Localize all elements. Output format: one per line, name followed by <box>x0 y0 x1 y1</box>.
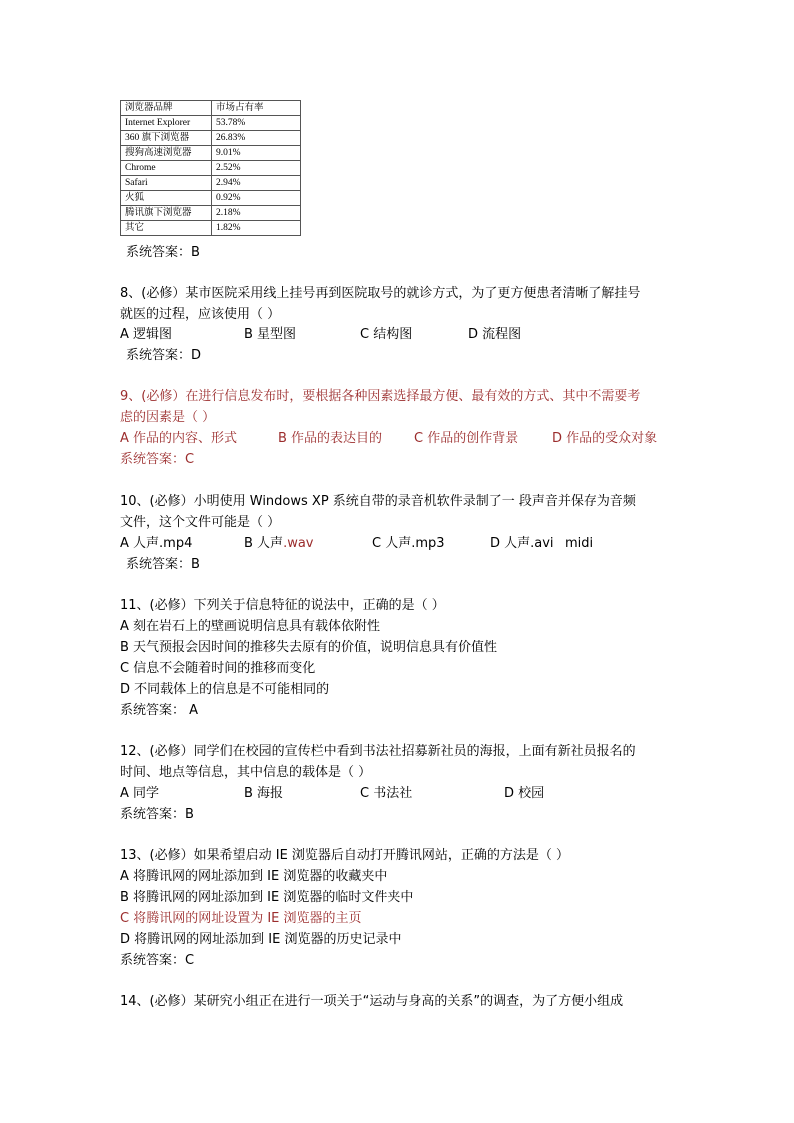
q9-stem-line2: 虑的因素是（ ） <box>120 410 216 425</box>
q12-option-d: D 校园 <box>504 786 545 801</box>
q8-stem-line1: 8、(必修）某市医院采用线上挂号再到医院取号的就诊方式，为了更方便患者清晰了解挂号 <box>120 286 641 301</box>
q13-option-a: A 将腾讯网的网址添加到 IE 浏览器的收藏夹中 <box>120 869 388 884</box>
q8-option-b: B 星型图 <box>244 327 297 342</box>
table-cell-share: 53.78% <box>212 116 301 131</box>
q11-answer: 系统答案： A <box>120 703 199 718</box>
q12-option-c: C 书法社 <box>360 786 413 801</box>
q10-extra-note: midi <box>565 536 594 551</box>
q13-answer: 系统答案：C <box>120 953 195 968</box>
q11-stem: 11、(必修）下列关于信息特征的说法中，正确的是（ ） <box>120 598 445 613</box>
q7-answer: 系统答案：B <box>126 245 200 260</box>
table-row <box>121 221 301 236</box>
table-row <box>121 161 301 176</box>
q14-stem-line1: 14、(必修）某研究小组正在进行一项关于“运动与身高的关系”的调查，为了方便小组成 <box>120 994 624 1009</box>
q8-option-d: D 流程图 <box>468 327 522 342</box>
q9-answer: 系统答案：C <box>120 452 195 467</box>
q10-stem-line1: 10、(必修）小明使用 Windows XP 系统自带的录音机软件录制了一 段声音并保存为音频 <box>120 494 636 509</box>
q12-options <box>120 785 680 803</box>
table-cell-brand: 火狐 <box>121 191 212 206</box>
table-cell-share: 2.18% <box>212 206 301 221</box>
table-cell-share: 0.92% <box>212 191 301 206</box>
q11-option-b: B 天气预报会因时间的推移失去原有的价值，说明信息具有价值性 <box>120 640 498 655</box>
q13-option-d: D 将腾讯网的网址添加到 IE 浏览器的历史记录中 <box>120 932 402 947</box>
q10-stem-line2: 文件，这个文件可能是（ ） <box>120 515 281 530</box>
q8-option-c: C 结构图 <box>360 327 413 342</box>
q9-stem-line1: 9、(必修）在进行信息发布时，要根据各种因素选择最方便、最有效的方式、其中不需要考 <box>120 389 641 404</box>
table-cell-brand: Chrome <box>121 161 212 176</box>
table-header-brand: 浏览器品牌 <box>121 101 212 116</box>
table-cell-brand: Safari <box>121 176 212 191</box>
table-header-row <box>121 101 301 116</box>
table-row <box>121 176 301 191</box>
q10-option-b-name: B 人声 <box>244 536 284 551</box>
q10-option-b-ext: .wav <box>283 536 314 551</box>
table-cell-brand: 腾讯旗下浏览器 <box>121 206 212 221</box>
q9-options <box>120 430 680 448</box>
table-row <box>121 191 301 206</box>
q8-stem-line2: 就医的过程，应该使用（ ） <box>120 307 281 322</box>
q13-stem: 13、(必修）如果希望启动 IE 浏览器后自动打开腾讯网站，正确的方法是（ ） <box>120 848 570 863</box>
q10-option-c: C 人声.mp3 <box>372 536 445 551</box>
q10-option-d: D 人声.avi <box>490 536 554 551</box>
q13-option-c: C 将腾讯网的网址设置为 IE 浏览器的主页 <box>120 911 362 926</box>
q9-option-a: A 作品的内容、形式 <box>120 431 238 446</box>
q11-option-a: A 刻在岩石上的壁画说明信息具有载体依附性 <box>120 619 381 634</box>
table-cell-brand: 搜狗高速浏览器 <box>121 146 212 161</box>
table-cell-brand: Internet Explorer <box>121 116 212 131</box>
q10-option-a: A 人声.mp4 <box>120 536 193 551</box>
q9-option-b: B 作品的表达目的 <box>278 431 383 446</box>
q12-stem-line1: 12、(必修）同学们在校园的宣传栏中看到书法社招募新社员的海报，上面有新社员报名的 <box>120 744 636 759</box>
table-body <box>121 101 301 236</box>
browser-market-share-table <box>120 100 301 236</box>
q12-stem-line2: 时间、地点等信息，其中信息的载体是（ ） <box>120 765 372 780</box>
q9-option-d: D 作品的受众对象 <box>552 431 658 446</box>
q12-option-b: B 海报 <box>244 786 284 801</box>
q8-options <box>120 326 680 344</box>
table-row <box>121 116 301 131</box>
q10-answer: 系统答案：B <box>126 557 200 572</box>
q9-option-c: C 作品的创作背景 <box>414 431 519 446</box>
table-cell-brand: 360 旗下浏览器 <box>121 131 212 146</box>
q10-option-b <box>244 535 314 553</box>
table-header-share: 市场占有率 <box>212 101 301 116</box>
table-cell-share: 9.01% <box>212 146 301 161</box>
q11-option-c: C 信息不会随着时间的推移而变化 <box>120 661 316 676</box>
table-cell-share: 26.83% <box>212 131 301 146</box>
q10-options <box>120 535 680 553</box>
table-cell-brand: 其它 <box>121 221 212 236</box>
q13-option-b: B 将腾讯网的网址添加到 IE 浏览器的临时文件夹中 <box>120 890 414 905</box>
table-cell-share: 2.52% <box>212 161 301 176</box>
q12-option-a: A 同学 <box>120 786 160 801</box>
table-cell-share: 1.82% <box>212 221 301 236</box>
q11-option-d: D 不同载体上的信息是不可能相同的 <box>120 682 330 697</box>
table-cell-share: 2.94% <box>212 176 301 191</box>
q8-answer: 系统答案：D <box>126 348 202 363</box>
q12-answer: 系统答案：B <box>120 807 194 822</box>
table-row <box>121 206 301 221</box>
q8-option-a: A 逻辑图 <box>120 327 173 342</box>
table-row <box>121 131 301 146</box>
table-row <box>121 146 301 161</box>
